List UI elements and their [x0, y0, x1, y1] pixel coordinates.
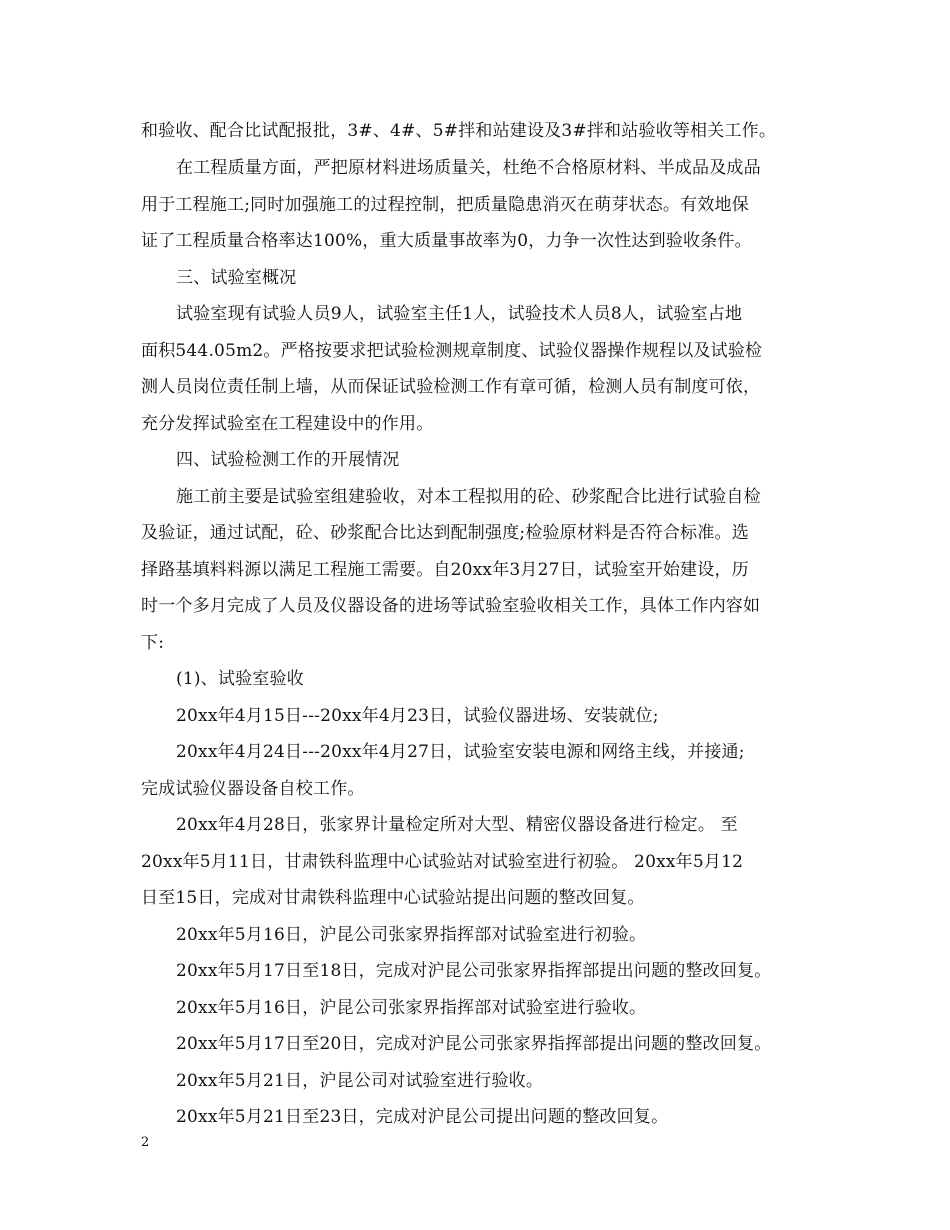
- text-line: 和验收、配合比试配报批，3#、4#、5#拌和站建设及3#拌和站验收等相关工作。: [141, 121, 777, 141]
- section-heading: 四、试验检测工作的开展情况: [176, 450, 400, 470]
- text-line: 面积544.05m2。严格按要求把试验检测规章制度、试验仪器操作规程以及试验检: [141, 341, 763, 361]
- text-line: 试验室现有试验人员9人，试验室主任1人，试验技术人员8人，试验室占地: [176, 304, 743, 324]
- page-number: 2: [141, 1135, 150, 1150]
- text-line: 用于工程施工;同时加强施工的过程控制，把质量隐患消灭在萌芽状态。有效地保: [141, 195, 749, 215]
- text-line: 在工程质量方面，严把原材料进场质量关，杜绝不合格原材料、半成品及成品: [176, 158, 761, 178]
- text-line: 充分发挥试验室在工程建设中的作用。: [141, 414, 434, 434]
- text-line: 日至15日，完成对甘肃铁科监理中心试验站提出问题的整改回复。: [141, 888, 645, 908]
- text-line: 20xx年4月24日---20xx年4月27日，试验室安装电源和网络主线，并接通;: [176, 742, 745, 762]
- text-line: 20xx年4月28日，张家界计量检定所对大型、精密仪器设备进行检定。 至: [176, 815, 738, 835]
- text-line: 20xx年5月16日，沪昆公司张家界指挥部对试验室进行初验。: [176, 925, 647, 945]
- text-line: 证了工程质量合格率达100%，重大质量事故率为0，力争一次性达到验收条件。: [141, 231, 752, 251]
- text-line: 20xx年4月15日---20xx年4月23日，试验仪器进场、安装就位;: [176, 706, 659, 726]
- subsection-heading: (1)、试验室验收: [176, 669, 304, 689]
- text-line: 20xx年5月21日，沪昆公司对试验室进行验收。: [176, 1071, 544, 1091]
- text-line: 20xx年5月17日至18日，完成对沪昆公司张家界指挥部提出问题的整改回复。: [176, 961, 772, 981]
- text-line: 下:: [141, 633, 165, 653]
- text-line: 20xx年5月17日至20日，完成对沪昆公司张家界指挥部提出问题的整改回复。: [176, 1034, 772, 1054]
- text-line: 及验证，通过试配，砼、砂浆配合比达到配制强度;检验原材料是否符合标准。选: [141, 523, 749, 543]
- text-line: 测人员岗位责任制上墙，从而保证试验检测工作有章可循，检测人员有制度可依，: [141, 377, 761, 397]
- section-heading: 三、试验室概况: [176, 268, 297, 288]
- text-line: 20xx年5月16日，沪昆公司张家界指挥部对试验室进行验收。: [176, 998, 647, 1018]
- text-line: 20xx年5月21日至23日，完成对沪昆公司提出问题的整改回复。: [176, 1107, 669, 1127]
- text-line: 完成试验仪器设备自校工作。: [141, 779, 365, 799]
- text-line: 时一个多月完成了人员及仪器设备的进场等试验室验收相关工作，具体工作内容如: [141, 596, 761, 616]
- text-line: 20xx年5月11日，甘肃铁科监理中心试验站对试验室进行初验。 20xx年5月12: [141, 852, 744, 872]
- text-line: 择路基填料料源以满足工程施工需要。自20xx年3月27日，试验室开始建设，历: [141, 560, 749, 580]
- text-line: 施工前主要是试验室组建验收，对本工程拟用的砼、砂浆配合比进行试验自检: [176, 487, 761, 507]
